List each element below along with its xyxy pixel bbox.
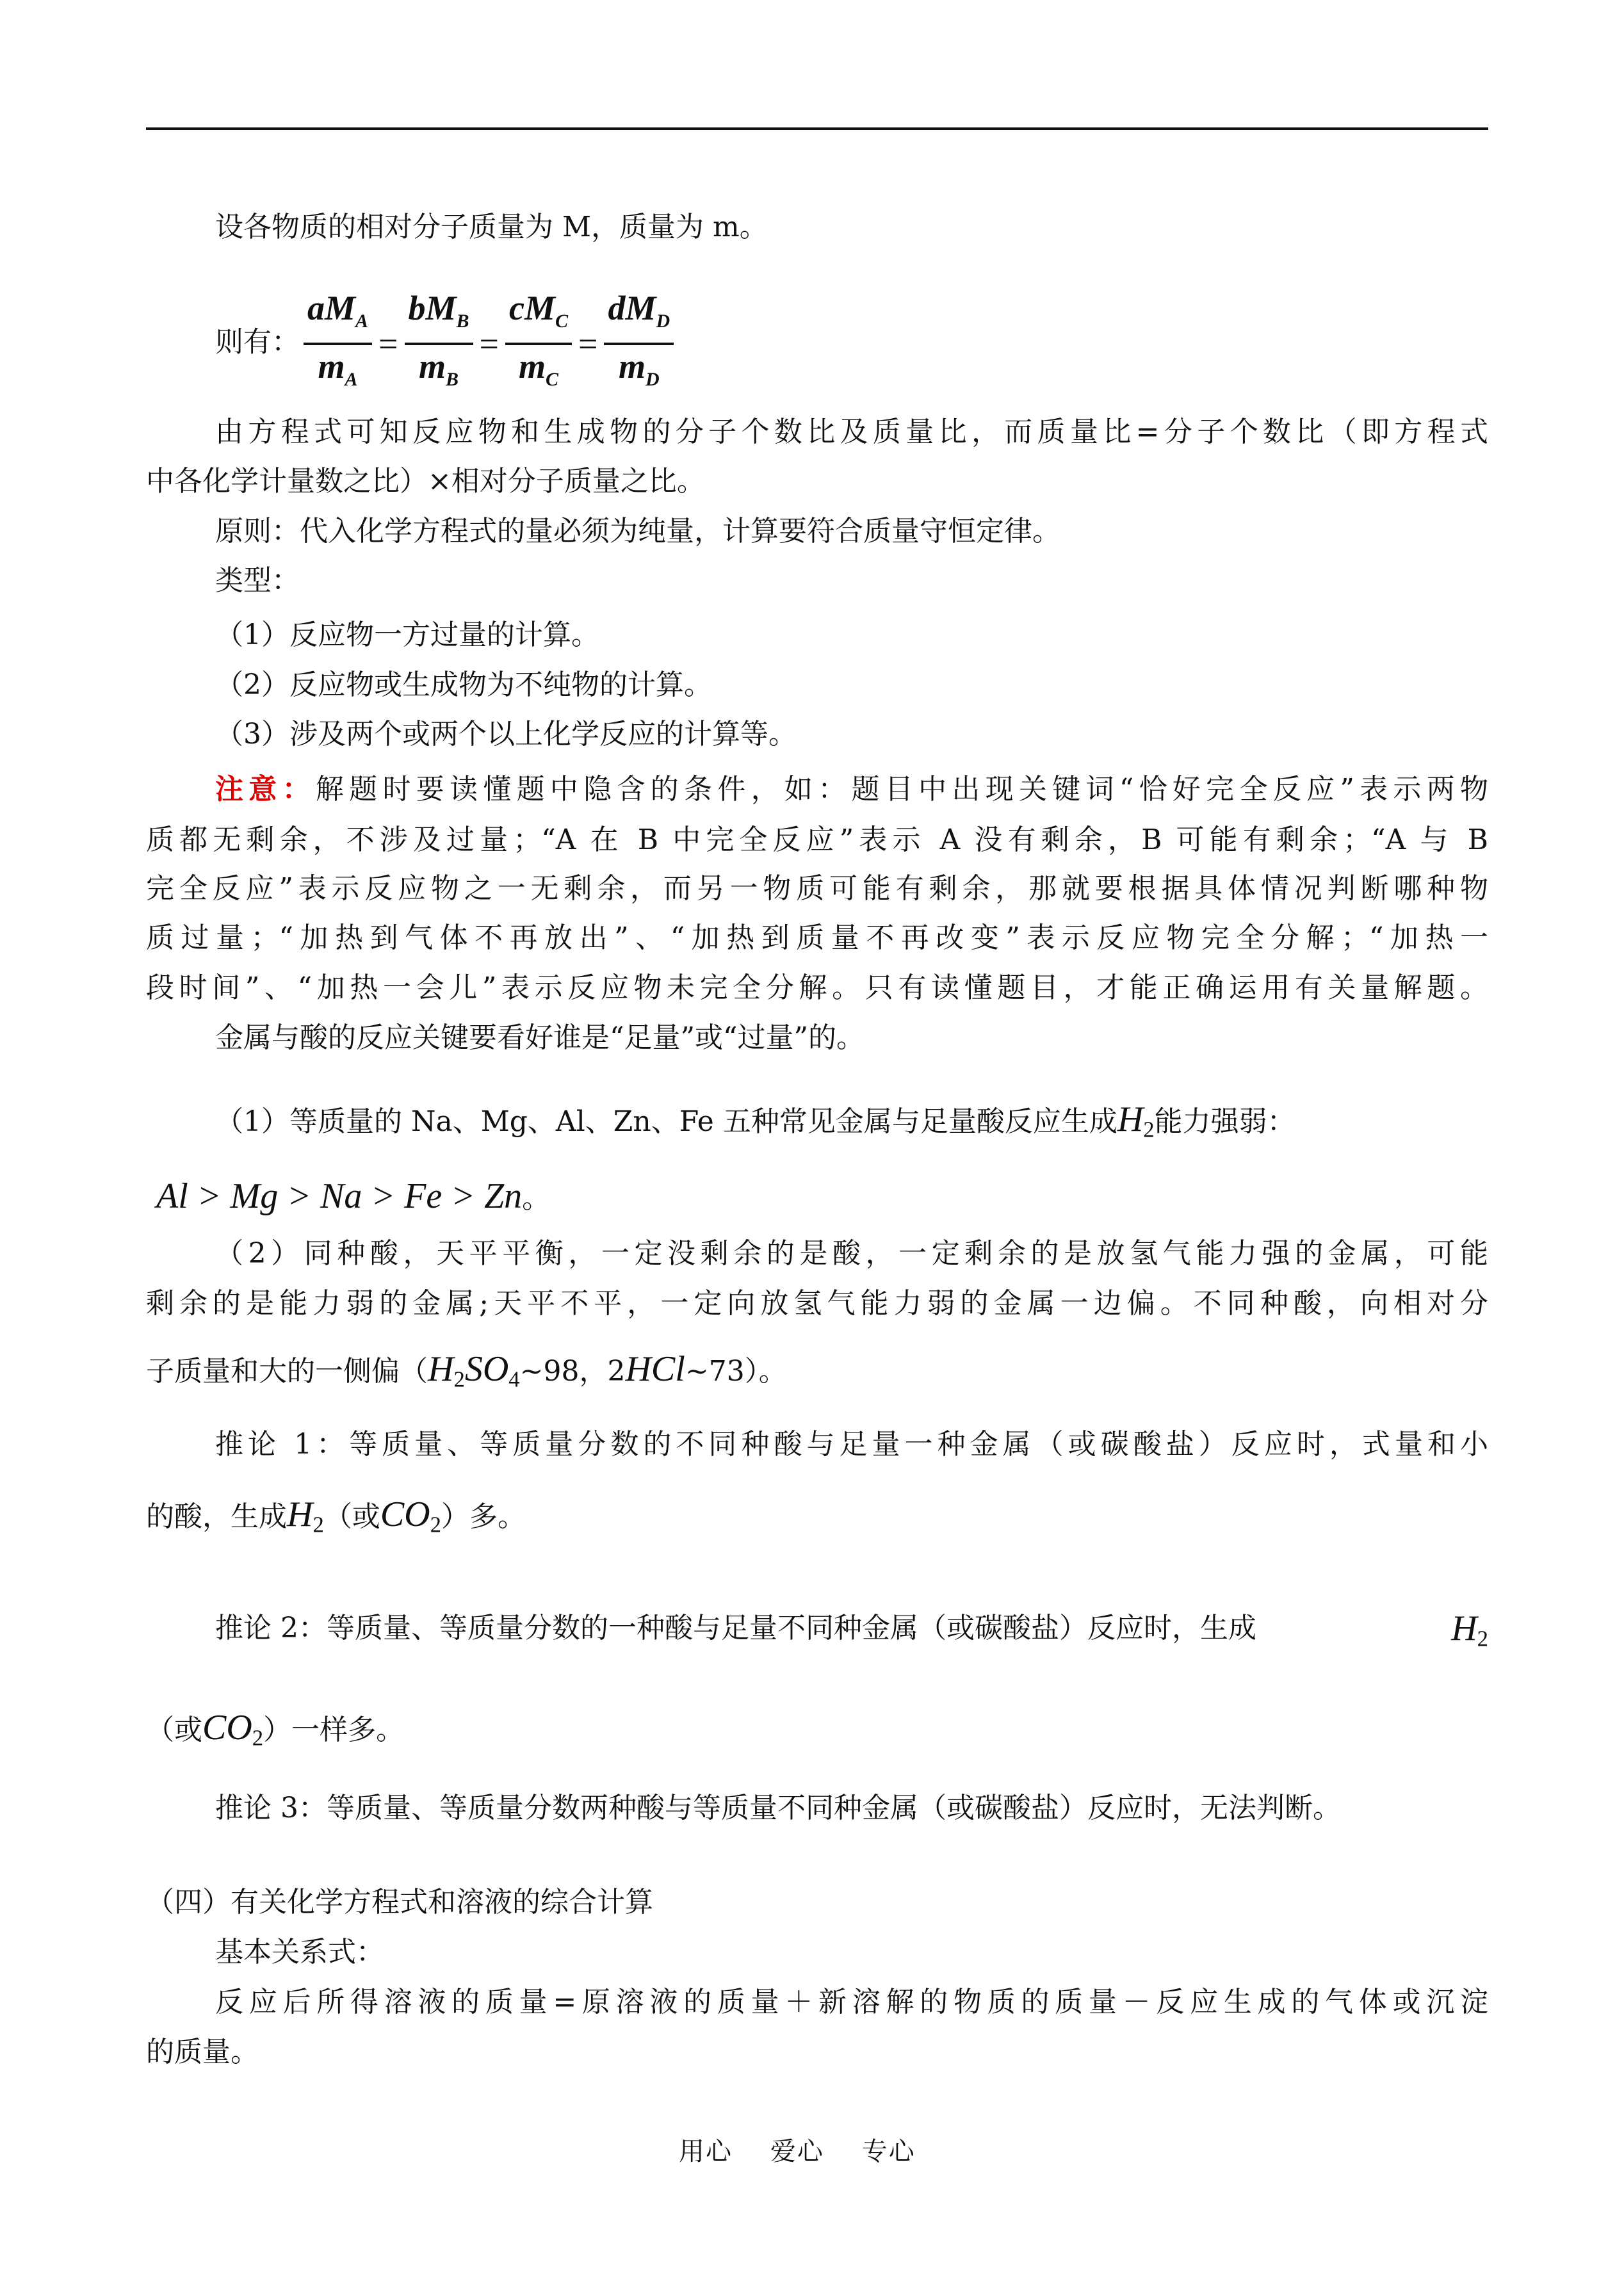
type-item-1: （1）反应物一方过量的计算。 xyxy=(215,619,599,651)
basic-relation-label: 基本关系式： xyxy=(215,1936,384,1968)
note-line2: 质都无剩余，不涉及过量；“A 在 B 中完全反应”表示 A 没有剩余，B 可能有剩余；“A 与 B xyxy=(146,823,1488,856)
hcl-formula: HCl xyxy=(625,1349,685,1389)
paragraph-mass-ratio-line1: 由方程式可知反应物和生成物的分子个数比及质量比，而质量比=分子个数比（即方程式 xyxy=(215,416,1488,448)
note-label: 注意： xyxy=(215,773,316,806)
note-line1 xyxy=(215,770,1488,809)
note-line3: 完全反应”表示反应物之一无剩余，而另一物质可能有剩余，那就要根据具体情况判断哪种物 xyxy=(146,872,1488,905)
inference1-line1: 推论 1：等质量、等质量分数的不同种酸与足量一种金属（或碳酸盐）反应时，式量和小 xyxy=(215,1428,1488,1461)
type-item-2: （2）反应物或生成物为不纯物的计算。 xyxy=(215,669,712,701)
point2-line2: 剩余的是能力弱的金属;天平不平，一定向放氢气能力弱的金属一边偏。不同种酸，向相对分 xyxy=(146,1287,1488,1320)
co2-formula: $CO_2$ xyxy=(202,1708,264,1751)
equals-sign: = xyxy=(578,325,598,363)
paragraph-variables: 设各物质的相对分子质量为 M，质量为 m。 xyxy=(215,211,768,243)
h2-formula: $H_2$ xyxy=(1451,1609,1488,1651)
point2-line1: （2）同种酸，天平平衡，一定没剩余的是酸，一定剩余的是放氢气能力强的金属，可能 xyxy=(215,1237,1488,1270)
section4-heading: （四）有关化学方程式和溶液的综合计算 xyxy=(146,1886,653,1918)
types-label: 类型： xyxy=(215,564,300,597)
fraction-d: $\frac{dM_D}{m_D}$ xyxy=(604,287,674,401)
point1-line1: （1）等质量的 Na、Mg、Al、Zn、Fe 五种常见金属与足量酸反应生成$H_2$能力强弱： xyxy=(215,1099,1295,1142)
co2-formula: $CO_2$ xyxy=(380,1495,441,1537)
note-line5: 段时间”、“加热一会儿”表示反应物未完全分解。只有读懂题目，才能正确运用有关量解题。 xyxy=(146,971,1488,1004)
point2-line3: 子质量和大的一侧偏（$H_2SO_4\sim 98$，2HCl~73）。 xyxy=(146,1349,787,1392)
relation-line2: 的质量。 xyxy=(146,2036,259,2068)
inference2-line2: （或$CO_2$）一样多。 xyxy=(146,1708,405,1751)
principle-text: 原则：代入化学方程式的量必须为纯量，计算要符合质量守恒定律。 xyxy=(215,515,1060,547)
note-text-1: 解题时要读懂题中隐含的条件，如：题目中出现关键词“恰好完全反应”表示两物 xyxy=(315,773,1488,806)
metal-order: Al > Mg > Na > Fe > Zn。 xyxy=(156,1176,551,1216)
h2-formula: $H_2$ xyxy=(287,1495,324,1537)
h2-formula: $H_2$ xyxy=(1117,1099,1155,1142)
page-footer: 用心 爱心 专心 xyxy=(679,2137,916,2166)
metal-order-formula: Al > Mg > Na > Fe > Zn xyxy=(156,1176,523,1216)
inference2-line1: 推论 2：等质量、等质量分数的一种酸与足量不同种金属（或碳酸盐）反应时，生成 $H_2$ xyxy=(215,1604,1488,1653)
equals-sign: = xyxy=(479,325,499,363)
inference1-line2: 的酸，生成$H_2$（或$CO_2$）多。 xyxy=(146,1495,526,1537)
header-rule xyxy=(146,127,1488,130)
note-line4: 质过量；“加热到气体不再放出”、“加热到质量不再改变”表示反应物完全分解；“加热一 xyxy=(146,921,1488,954)
type-item-3: （3）涉及两个或两个以上化学反应的计算等。 xyxy=(215,718,797,750)
formula-prefix: 则有： xyxy=(215,325,300,359)
fraction-c: $\frac{cM_C}{m_C}$ xyxy=(505,287,572,401)
formula-line xyxy=(215,287,678,401)
paragraph-mass-ratio-line2: 中各化学计量数之比）×相对分子质量之比。 xyxy=(146,465,705,498)
fraction-a: $\frac{aM_A}{m_A}$ xyxy=(304,287,372,401)
fraction-b: $\frac{bM_B}{m_B}$ xyxy=(405,287,473,401)
relation-line1: 反应后所得溶液的质量=原溶液的质量＋新溶解的物质的质量－反应生成的气体或沉淀 xyxy=(215,1986,1488,2018)
metal-acid-text: 金属与酸的反应关键要看好谁是“足量”或“过量”的。 xyxy=(215,1021,865,1054)
equals-sign: = xyxy=(378,325,398,363)
h2so4-formula: $H_2SO_4$ xyxy=(428,1349,520,1392)
inference3-text: 推论 3：等质量、等质量分数两种酸与等质量不同种金属（或碳酸盐）反应时，无法判断。 xyxy=(215,1792,1341,1824)
